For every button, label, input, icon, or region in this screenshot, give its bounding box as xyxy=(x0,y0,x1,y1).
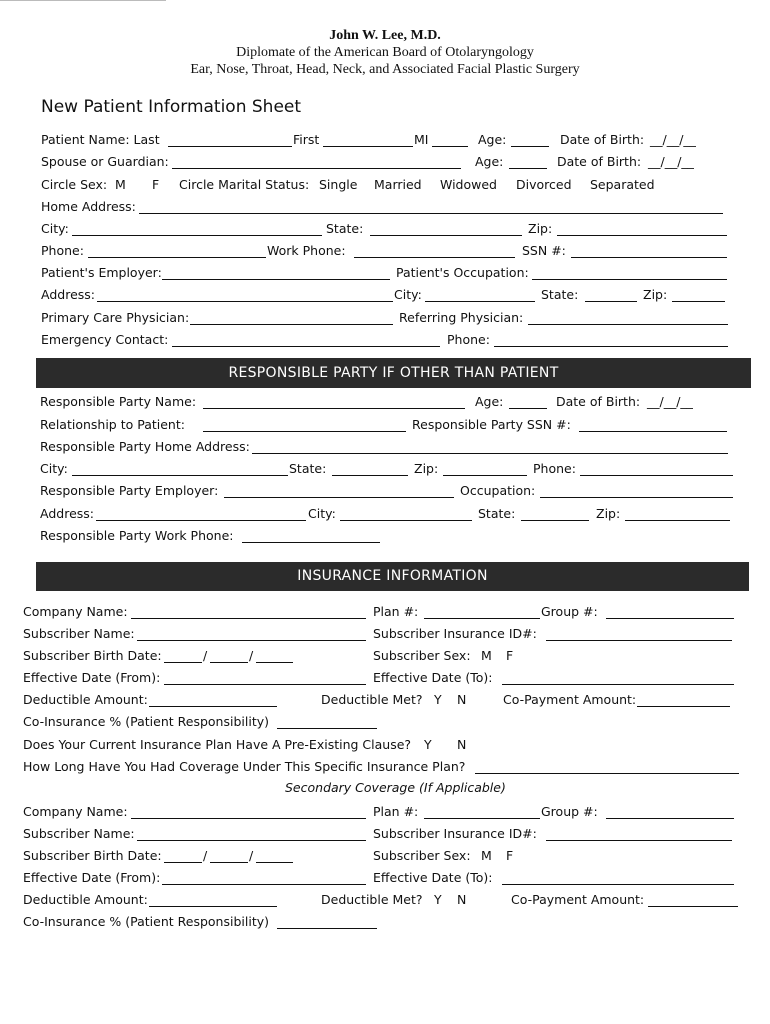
secondary-coverage-heading: Secondary Coverage (If Applicable) xyxy=(285,780,506,795)
phone-row xyxy=(0,242,770,260)
sec-company-row xyxy=(0,803,770,821)
spouse-row xyxy=(0,153,770,171)
label-spouse-age: Age: xyxy=(475,154,504,169)
field-ins-birth-month[interactable] xyxy=(164,662,202,663)
label-rp-address-zip: Zip: xyxy=(596,506,621,521)
label-rp-address-city: City: xyxy=(308,506,336,521)
label-ins-deductible: Deductible Amount: xyxy=(23,692,148,707)
sec-birth-row xyxy=(0,847,770,865)
label-ins-group: Group #: xyxy=(541,604,598,619)
label-rp-zip: Zip: xyxy=(414,461,439,476)
label-rp-name: Responsible Party Name: xyxy=(40,394,197,409)
rp-name-row xyxy=(0,393,770,411)
ins-preexisting-row xyxy=(0,736,770,754)
field-rp-relationship[interactable] xyxy=(203,431,406,432)
sex-marital-row xyxy=(0,176,770,194)
field-occupation[interactable] xyxy=(532,279,727,280)
label-sec-plan: Plan #: xyxy=(373,804,419,819)
label-sec-company: Company Name: xyxy=(23,804,128,819)
field-sec-plan[interactable] xyxy=(424,818,540,819)
field-rp-home-address[interactable] xyxy=(252,453,728,454)
field-rp-occupation[interactable] xyxy=(540,497,733,498)
label-ins-subscriber-sex: Subscriber Sex: xyxy=(373,648,471,663)
option-ins-met-no[interactable]: N xyxy=(457,692,467,707)
sec-deductible-row xyxy=(0,891,770,909)
label-rp-address-state: State: xyxy=(478,506,516,521)
field-sec-group[interactable] xyxy=(606,818,734,819)
label-patient-age: Age: xyxy=(478,132,507,147)
field-sec-company[interactable] xyxy=(131,818,366,819)
label-rp-state: State: xyxy=(289,461,327,476)
patient-name-row xyxy=(0,131,770,149)
field-rp-address-city[interactable] xyxy=(340,520,472,521)
option-sec-sex-m[interactable]: M xyxy=(481,848,492,863)
label-spouse: Spouse or Guardian: xyxy=(41,154,169,169)
responsible-party-banner: RESPONSIBLE PARTY IF OTHER THAN PATIENT xyxy=(36,358,751,388)
field-rp-address-state[interactable] xyxy=(521,520,589,521)
field-ins-subscriber[interactable] xyxy=(137,640,366,641)
label-work-phone: Work Phone: xyxy=(267,243,346,258)
field-ins-eff-to[interactable] xyxy=(502,684,734,685)
label-pcp: Primary Care Physician: xyxy=(41,310,190,325)
field-rp-work-phone[interactable] xyxy=(242,542,380,543)
field-rp-dob[interactable]: __/__/__ xyxy=(647,394,693,409)
field-referring[interactable] xyxy=(528,324,728,325)
field-rp-phone[interactable] xyxy=(580,475,733,476)
field-ins-plan[interactable] xyxy=(424,618,540,619)
label-ssn: SSN #: xyxy=(522,243,566,258)
option-divorced[interactable]: Divorced xyxy=(516,177,572,192)
label-marital-status: Circle Marital Status: xyxy=(179,177,310,192)
field-work-phone[interactable] xyxy=(354,257,515,258)
field-ins-birth-year[interactable] xyxy=(256,662,293,663)
specialty: Ear, Nose, Throat, Head, Neck, and Associated Facial Plastic Surgery xyxy=(190,62,580,77)
label-sec-deductible: Deductible Amount: xyxy=(23,892,148,907)
rp-address-row xyxy=(0,505,770,523)
label-ins-eff-from: Effective Date (From): xyxy=(23,670,161,685)
option-married[interactable]: Married xyxy=(374,177,422,192)
option-ins-sex-f[interactable]: F xyxy=(506,648,514,663)
option-ins-met-yes[interactable]: Y xyxy=(434,692,442,707)
label-patient-first: First xyxy=(293,132,320,147)
sec-coinsurance-row xyxy=(0,913,770,931)
ins-effective-row xyxy=(0,669,770,687)
label-employer-address: Address: xyxy=(41,287,95,302)
label-sec-subscriber: Subscriber Name: xyxy=(23,826,135,841)
label-phone: Phone: xyxy=(41,243,84,258)
field-emergency[interactable] xyxy=(172,346,440,347)
label-rp-home-address: Responsible Party Home Address: xyxy=(40,439,250,454)
home-address-row xyxy=(0,198,770,216)
field-phone[interactable] xyxy=(88,257,266,258)
field-spouse-dob[interactable]: __/__/__ xyxy=(648,154,694,169)
label-ins-deductible-met: Deductible Met? xyxy=(321,692,423,707)
label-employer-city: City: xyxy=(394,287,422,302)
field-ins-deductible[interactable] xyxy=(149,706,277,707)
option-widowed[interactable]: Widowed xyxy=(440,177,497,192)
rp-home-address-row xyxy=(0,438,770,456)
field-sec-birth-year[interactable] xyxy=(256,862,293,863)
label-rp-age: Age: xyxy=(475,394,504,409)
option-single[interactable]: Single xyxy=(319,177,358,192)
label-occupation: Patient's Occupation: xyxy=(396,265,529,280)
field-state[interactable] xyxy=(370,235,522,236)
field-spouse[interactable] xyxy=(172,168,461,169)
field-spouse-age[interactable] xyxy=(509,168,547,169)
label-zip: Zip: xyxy=(528,221,553,236)
ins-subscriber-row xyxy=(0,625,770,643)
label-rp-address: Address: xyxy=(40,506,94,521)
field-sec-copay[interactable] xyxy=(648,906,738,907)
field-rp-city[interactable] xyxy=(72,475,288,476)
label-employer: Patient's Employer: xyxy=(41,265,162,280)
field-ins-group[interactable] xyxy=(606,618,734,619)
label-sec-eff-from: Effective Date (From): xyxy=(23,870,161,885)
label-sec-group: Group #: xyxy=(541,804,598,819)
option-sex-f[interactable]: F xyxy=(152,177,160,192)
label-rp-dob: Date of Birth: xyxy=(556,394,641,409)
rp-relationship-row xyxy=(0,416,770,434)
label-emergency-phone: Phone: xyxy=(447,332,490,347)
label-sec-deductible-met: Deductible Met? xyxy=(321,892,423,907)
option-sec-met-yes[interactable]: Y xyxy=(434,892,442,907)
field-sec-deductible[interactable] xyxy=(149,906,277,907)
option-ins-sex-m[interactable]: M xyxy=(481,648,492,663)
field-emergency-phone[interactable] xyxy=(494,346,728,347)
city-row xyxy=(0,220,770,238)
insurance-banner: INSURANCE INFORMATION xyxy=(36,562,749,591)
label-patient-dob: Date of Birth: xyxy=(560,132,645,147)
field-rp-ssn[interactable] xyxy=(579,431,727,432)
employer-address-row xyxy=(0,286,770,304)
doctor-name: John W. Lee, M.D. xyxy=(329,28,441,43)
field-city[interactable] xyxy=(72,235,322,236)
field-ssn[interactable] xyxy=(571,257,727,258)
field-home-address[interactable] xyxy=(139,213,723,214)
ins-deductible-row xyxy=(0,691,770,709)
sec-subscriber-row xyxy=(0,825,770,843)
physician-row xyxy=(0,309,770,327)
label-ins-coinsurance: Co-Insurance % (Patient Responsibility) xyxy=(23,714,269,729)
label-emergency: Emergency Contact: xyxy=(41,332,169,347)
label-rp-phone: Phone: xyxy=(533,461,576,476)
label-rp-ssn: Responsible Party SSN #: xyxy=(412,417,571,432)
label-ins-preexisting: Does Your Current Insurance Plan Have A Pre-Existing Clause? xyxy=(23,737,412,752)
ins-birth-row xyxy=(0,647,770,665)
label-employer-zip: Zip: xyxy=(643,287,668,302)
label-spouse-dob: Date of Birth: xyxy=(557,154,642,169)
field-patient-age[interactable] xyxy=(511,146,549,147)
field-sec-subscriber[interactable] xyxy=(137,840,366,841)
label-circle-sex: Circle Sex: xyxy=(41,177,108,192)
rp-city-row xyxy=(0,460,770,478)
label-patient-last: Patient Name: Last xyxy=(41,132,160,147)
slash: / xyxy=(249,648,254,663)
label-patient-mi: MI xyxy=(414,132,429,147)
page-title: New Patient Information Sheet xyxy=(41,97,302,117)
field-ins-eff-from[interactable] xyxy=(164,684,366,685)
field-sec-eff-from[interactable] xyxy=(162,884,366,885)
label-sec-coinsurance: Co-Insurance % (Patient Responsibility) xyxy=(23,914,269,929)
label-rp-employer: Responsible Party Employer: xyxy=(40,483,219,498)
label-sec-copay: Co-Payment Amount: xyxy=(511,892,645,907)
ins-coinsurance-row xyxy=(0,713,770,731)
label-sec-subscriber-sex: Subscriber Sex: xyxy=(373,848,471,863)
label-rp-relationship: Relationship to Patient: xyxy=(40,417,185,432)
label-rp-city: City: xyxy=(40,461,68,476)
option-sex-m[interactable]: M xyxy=(115,177,126,192)
field-rp-address-zip[interactable] xyxy=(625,520,730,521)
label-ins-birth-date: Subscriber Birth Date: xyxy=(23,648,162,663)
label-ins-eff-to: Effective Date (To): xyxy=(373,670,493,685)
emergency-row xyxy=(0,331,770,349)
slash: / xyxy=(203,648,208,663)
label-sec-eff-to: Effective Date (To): xyxy=(373,870,493,885)
field-employer-zip[interactable] xyxy=(672,301,725,302)
option-separated[interactable]: Separated xyxy=(590,177,655,192)
field-rp-address[interactable] xyxy=(96,520,306,521)
option-sec-sex-f[interactable]: F xyxy=(506,848,514,863)
slash: / xyxy=(203,848,208,863)
ins-coverage-length-row xyxy=(0,758,770,776)
board-certification: Diplomate of the American Board of Otolaryngology xyxy=(236,45,534,60)
field-ins-company[interactable] xyxy=(131,618,366,619)
field-patient-dob[interactable]: __/__/__ xyxy=(650,132,696,147)
field-sec-subscriber-id[interactable] xyxy=(546,840,732,841)
field-employer[interactable] xyxy=(162,279,390,280)
label-home-address: Home Address: xyxy=(41,199,136,214)
field-ins-coinsurance[interactable] xyxy=(277,728,377,729)
field-sec-birth-month[interactable] xyxy=(164,862,202,863)
slash: / xyxy=(249,848,254,863)
field-employer-state[interactable] xyxy=(585,301,637,302)
field-rp-name[interactable] xyxy=(203,408,465,409)
field-zip[interactable] xyxy=(557,235,727,236)
option-preexisting-no[interactable]: N xyxy=(457,737,467,752)
ins-company-row xyxy=(0,603,770,621)
field-patient-mi[interactable] xyxy=(432,146,468,147)
label-sec-subscriber-id: Subscriber Insurance ID#: xyxy=(373,826,537,841)
label-referring: Referring Physician: xyxy=(399,310,524,325)
employer-row xyxy=(0,264,770,282)
field-rp-employer[interactable] xyxy=(224,497,454,498)
option-sec-met-no[interactable]: N xyxy=(457,892,467,907)
label-ins-subscriber-id: Subscriber Insurance ID#: xyxy=(373,626,537,641)
field-patient-last[interactable] xyxy=(168,146,292,147)
field-ins-birth-day[interactable] xyxy=(210,662,248,663)
field-patient-first[interactable] xyxy=(323,146,413,147)
option-preexisting-yes[interactable]: Y xyxy=(424,737,432,752)
label-ins-company: Company Name: xyxy=(23,604,128,619)
rp-employer-row xyxy=(0,482,770,500)
field-pcp[interactable] xyxy=(190,324,393,325)
field-rp-age[interactable] xyxy=(509,408,547,409)
label-rp-occupation: Occupation: xyxy=(460,483,536,498)
field-sec-coinsurance[interactable] xyxy=(277,928,377,929)
label-rp-work-phone: Responsible Party Work Phone: xyxy=(40,528,234,543)
field-sec-eff-to[interactable] xyxy=(502,884,734,885)
field-rp-zip[interactable] xyxy=(443,475,527,476)
rp-work-phone-row xyxy=(0,527,770,545)
label-state: State: xyxy=(326,221,364,236)
label-sec-birth-date: Subscriber Birth Date: xyxy=(23,848,162,863)
field-rp-state[interactable] xyxy=(332,475,408,476)
field-employer-city[interactable] xyxy=(425,301,535,302)
field-employer-address[interactable] xyxy=(97,301,393,302)
label-ins-subscriber: Subscriber Name: xyxy=(23,626,135,641)
label-ins-coverage-length: How Long Have You Had Coverage Under This Specific Insurance Plan? xyxy=(23,759,466,774)
field-ins-coverage-length[interactable] xyxy=(475,773,739,774)
label-city: City: xyxy=(41,221,69,236)
field-ins-subscriber-id[interactable] xyxy=(546,640,732,641)
field-sec-birth-day[interactable] xyxy=(210,862,248,863)
label-ins-plan: Plan #: xyxy=(373,604,419,619)
label-ins-copay: Co-Payment Amount: xyxy=(503,692,637,707)
scan-edge-line xyxy=(0,0,166,1)
label-employer-state: State: xyxy=(541,287,579,302)
sec-effective-row xyxy=(0,869,770,887)
field-ins-copay[interactable] xyxy=(637,706,730,707)
